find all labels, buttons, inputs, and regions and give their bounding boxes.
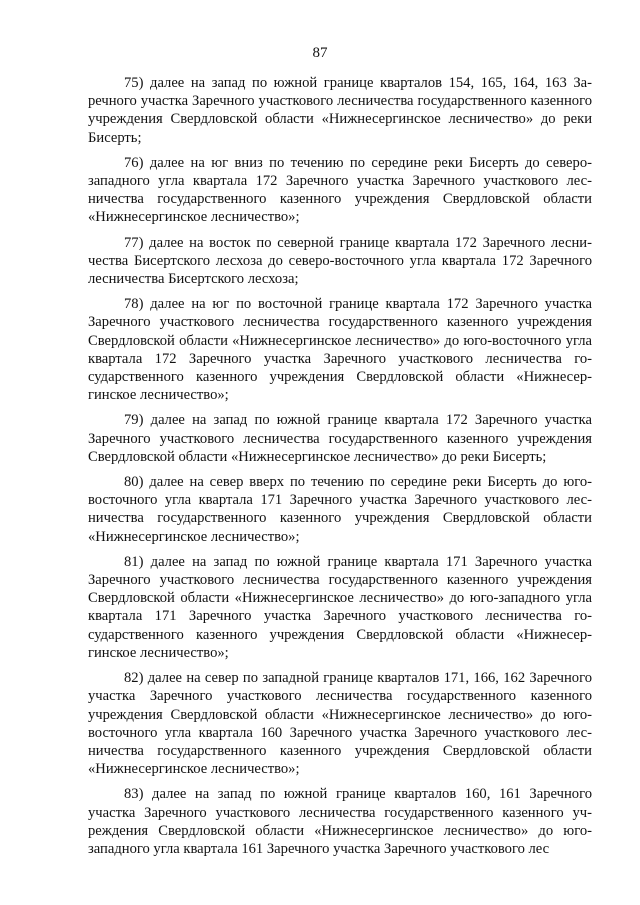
paragraph-77: 77) далее на восток по северной границе квартала 172 Заречного лесничества Бисертского лесхоза до северо-восточного угла квартала 172 Заречного лесничества Бисертского лесхоза; — [88, 234, 592, 288]
paragraph-78: 78) далее на юг по восточной границе квартала 172 Заречного участка Заречного участкового лесничества государственного казенного учреждения Свердловской области «Нижнесергинское лесничество» до юго-восточного угла квартала 172 Заречного участка Заречного участкового лесничества государственного казенного учреждения Свердловской области «Нижнесергинское лесничество»; — [88, 296, 592, 404]
paragraph-76: 76) далее на юг вниз по течению по середине реки Бисерть до северо-западного угла квартала 172 Заречного участка Заречного участкового лесничества государственного казенного учреждения Свердловской области «Нижнесергинское лесничество»; — [88, 154, 592, 226]
paragraph-83: 83) далее на запад по южной границе кварталов 160, 161 Заречного участка Заречного участкового лесничества государственного казенного учреждения Свердловской области «Нижнесергинское лесничество» до юго-западного угла квартала 161 Заречного участка Заречного участкового лес — [88, 786, 592, 857]
paragraph-80: 80) далее на север вверх по течению по середине реки Бисерть до юго-восточного угла квартала 171 Заречного участка Заречного участкового лесничества государственного казенного учреждения Свердловской области «Нижнесергинское лесничество»; — [88, 474, 592, 545]
document-body — [88, 74, 592, 865]
paragraph-79: 79) далее на запад по южной границе квартала 172 Заречного участка Заречного участкового лесничества государственного казенного учреждения Свердловской области «Нижнесергинское лесничество» до реки Бисерть; — [88, 412, 592, 465]
paragraph-81: 81) далее на запад по южной границе квартала 171 Заречного участка Заречного участкового лесничества государственного казенного учреждения Свердловской области «Нижнесергинское лесничество» до юго-западного угла квартала 171 Заречного участка Заречного участкового лесничества государственного казенного учреждения Свердловской области «Нижнесергинское лесничество»; — [88, 553, 592, 661]
page-number: 87 — [312, 45, 328, 61]
paragraph-82: 82) далее на север по западной границе кварталов 171, 166, 162 Заречного участка Заречного участкового лесничества государственного казенного учреждения Свердловской области «Нижнесергинское лесничество» до юго-восточного угла квартала 160 Заречного участка Заречного участкового лесничества государственного казенного учреждения Свердловской области «Нижнесергинское лесничество»; — [88, 670, 592, 778]
paragraph-75: 75) далее на запад по южной границе кварталов 154, 165, 164, 163 Заречного участка Заречного участкового лесничества государственного казенного учреждения Свердловской области «Нижнесергинское лесничество» до реки Бисерть; — [88, 75, 592, 146]
